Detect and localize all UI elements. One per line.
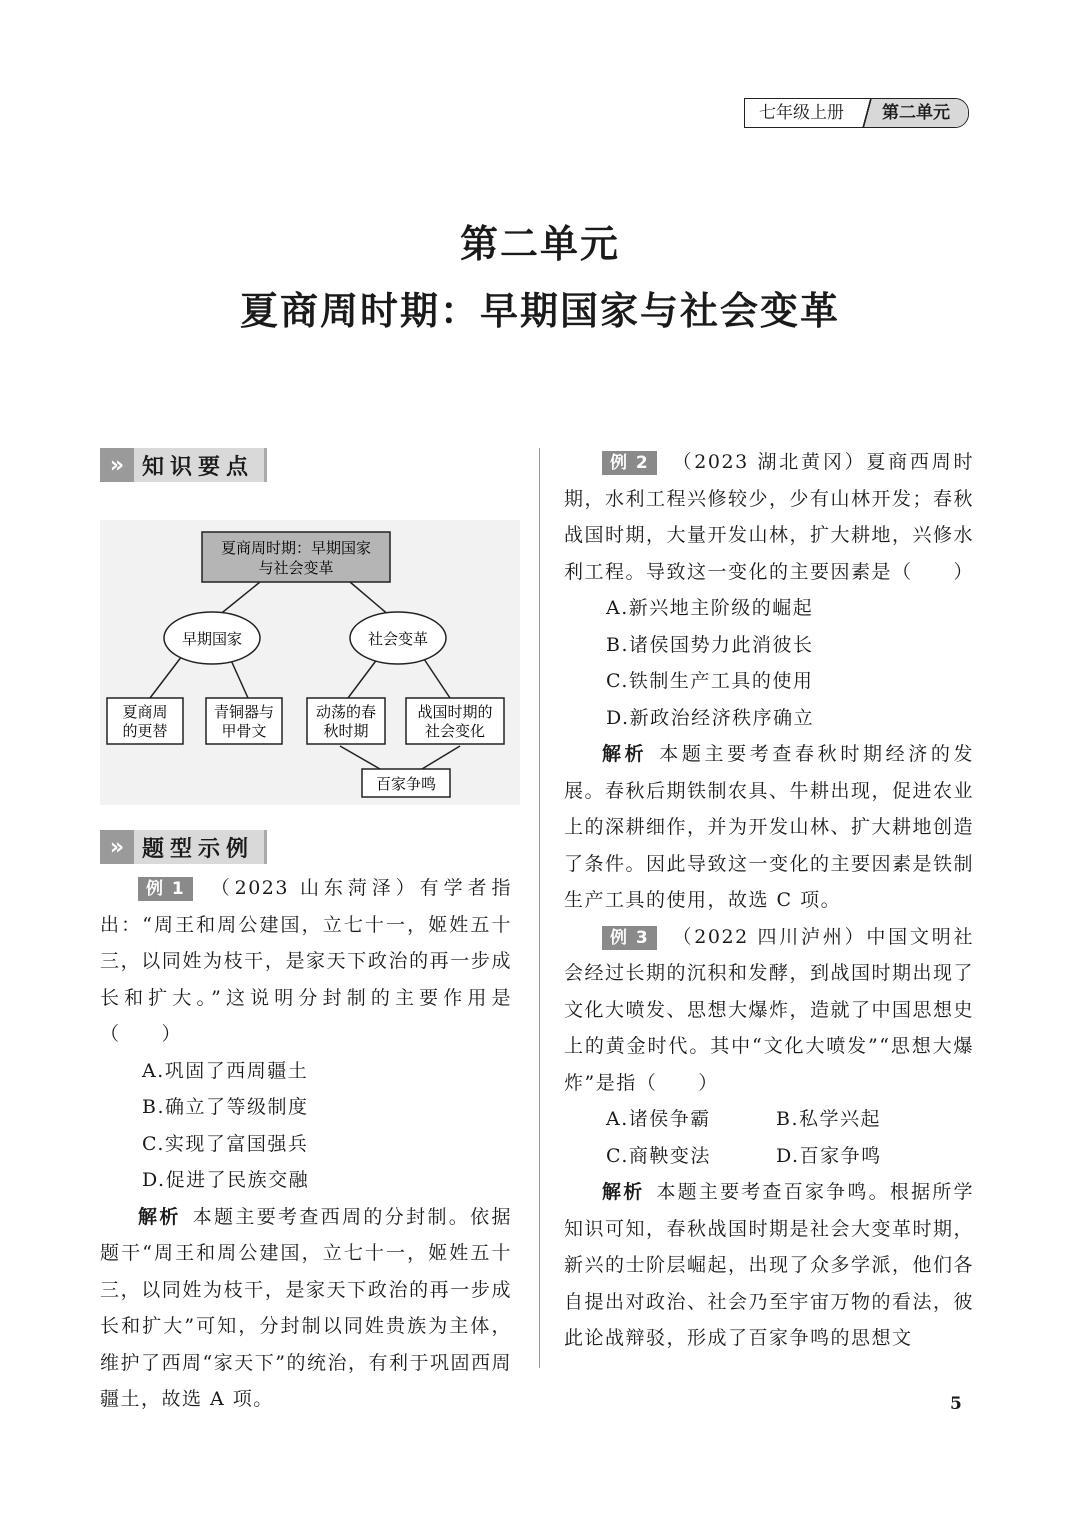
- grade-unit-tag: [744, 98, 969, 128]
- mindmap-leaf1-line2: 的更替: [122, 722, 168, 740]
- knowledge-mindmap: [100, 520, 520, 805]
- example-1-analysis: [100, 1199, 512, 1418]
- example-2-option-a: A.新兴地主阶级的崛起: [606, 597, 814, 619]
- example-2-stem: [564, 444, 974, 590]
- example-2-stem-text: （2023 湖北黄冈）夏商西周时期，水利工程兴修较少，少有山林开发；春秋战国时期，大量开发山林，扩大耕地，兴修水利工程。导致这一变化的主要因素是（ ）: [564, 451, 975, 583]
- example-1-stem-text: （2023 山东菏泽）有学者指出：“周王和周公建国，立七十一，姬姓五十三，以同姓为枝干，是家天下政治的再一步成长和扩大。”这说明分封制的主要作用是（ ）: [100, 877, 512, 1045]
- mindmap-leaf3-line2: 秋时期: [323, 722, 369, 740]
- mindmap-leaf3-line1: 动荡的春: [315, 703, 377, 721]
- mindmap-branch-right: 社会变革: [367, 630, 429, 648]
- section-header-knowledge: [100, 448, 267, 482]
- double-chevron-icon: »: [100, 830, 134, 864]
- example-2-option-c: C.铁制生产工具的使用: [606, 670, 814, 692]
- example-3-option-a: A.诸侯争霸: [606, 1108, 711, 1130]
- analysis-label: 解析: [602, 1181, 645, 1203]
- example-1-stem: [100, 870, 512, 1053]
- double-chevron-icon: »: [100, 448, 134, 482]
- example-3-analysis: [564, 1174, 974, 1357]
- example-1: [100, 870, 512, 1418]
- example-3-option-d: D.百家争鸣: [776, 1144, 882, 1167]
- example-1-option-d: D.促进了民族交融: [142, 1169, 310, 1191]
- unit-title: 第二单元: [459, 222, 620, 266]
- mindmap-leaf2-line2: 甲骨文: [221, 722, 267, 740]
- section-label: 题型示例: [142, 836, 255, 862]
- mindmap-leaf5: 百家争鸣: [375, 775, 437, 793]
- mindmap-leaf1-line1: 夏商周: [122, 703, 168, 721]
- example-1-option-a: A.巩固了西周疆土: [142, 1059, 309, 1082]
- unit-label: 第二单元: [872, 99, 968, 127]
- mindmap-root-line1: 夏商周时期：早期国家: [220, 539, 372, 557]
- mindmap-root-line2: 与社会变革: [258, 559, 334, 577]
- example-1-analysis-text: 本题主要考查西周的分封制。依据题干“周王和周公建国，立七十一，姬姓五十三，以同姓为枝干，是家天下政治的再一步成长和扩大”可知，分封制以同姓贵族为主体，维护了西周“家天下”的统治，有利于巩固西周疆土，故选 A 项。: [100, 1205, 512, 1410]
- example-2-analysis-text: 本题主要考查春秋时期经济的发展。春秋后期铁制农具、牛耕出现，促进农业上的深耕细作，并为开发山林、扩大耕地创造了条件。因此导致这一变化的主要因素是铁制生产工具的使用，故选 C 项。: [564, 743, 975, 911]
- example-1-option-b: B.确立了等级制度: [142, 1096, 309, 1118]
- analysis-label: 解析: [602, 743, 648, 765]
- example-2-option-d: D.新政治经济秩序确立: [606, 706, 815, 729]
- right-column: [564, 444, 974, 1357]
- example-badge: 例 1: [138, 877, 193, 901]
- page-number: 5: [950, 1394, 962, 1414]
- example-2-analysis: [564, 736, 974, 919]
- unit-subtitle: 夏商周时期：早期国家与社会变革: [239, 289, 840, 333]
- mindmap-branch-left: 早期国家: [181, 630, 243, 648]
- column-divider: [539, 448, 540, 1368]
- mindmap-leaf2-line1: 青铜器与: [213, 703, 275, 721]
- section-label: 知识要点: [142, 454, 255, 480]
- section-header-examples: [100, 830, 267, 864]
- example-3-option-c: C.商鞅变法: [606, 1144, 711, 1167]
- example-3-options-row-1: [564, 1101, 974, 1138]
- example-3-stem-text: （2022 四川泸州）中国文明社会经过长期的沉积和发酵，到战国时期出现了文化大喷发、思想大爆炸，造就了中国思想史上的黄金时代。其中“文化大喷发”“思想大爆炸”是指（ ）: [564, 925, 975, 1094]
- mindmap-leaf4-line2: 社会变化: [424, 722, 486, 740]
- example-badge: 例 2: [602, 451, 657, 475]
- example-1-option-c: C.实现了富国强兵: [142, 1132, 309, 1155]
- example-2-option-b: B.诸侯国势力此消彼长: [606, 633, 814, 656]
- example-3-stem: [564, 919, 974, 1102]
- example-3-options-row-2: [564, 1138, 974, 1175]
- tag-separator: [862, 99, 872, 127]
- analysis-label: 解析: [138, 1205, 181, 1228]
- example-3-analysis-text: 本题主要考查百家争鸣。根据所学知识可知，春秋战国时期是社会大变革时期，新兴的士阶层崛起，出现了众多学派，他们各自提出对政治、社会乃至宇宙万物的看法，彼此论战辩驳，形成了百家争鸣的思想文: [564, 1181, 975, 1349]
- grade-label: 七年级上册: [745, 99, 862, 127]
- mindmap-leaf4-line1: 战国时期的: [417, 703, 493, 721]
- example-3-option-b: B.私学兴起: [776, 1108, 882, 1130]
- example-badge: 例 3: [602, 926, 657, 950]
